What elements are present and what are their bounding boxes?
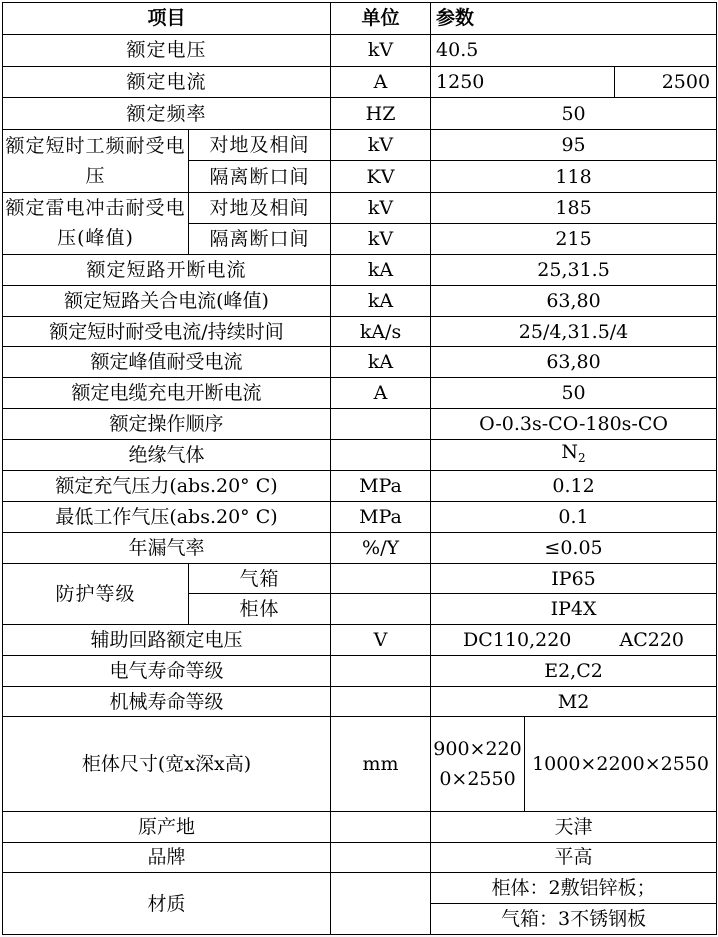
row-fill-pressure [3, 471, 717, 502]
row-material-1 [3, 873, 717, 904]
protection-unit1 [331, 563, 431, 594]
li-label: 额定雷电冲击耐受电压(峰值) [3, 192, 189, 255]
header-param: 参数 [431, 3, 717, 35]
size-value-a: 900×2200×2550 [431, 717, 525, 811]
row-origin [3, 811, 717, 842]
row-leak [3, 532, 717, 563]
current-unit: A [331, 66, 431, 98]
elec-life-label: 电气寿命等级 [3, 655, 331, 686]
row-peak [3, 347, 717, 378]
aux-unit: V [331, 625, 431, 656]
size-label: 柜体尺寸(宽x深x高) [3, 717, 331, 811]
pf-value1: 95 [431, 130, 717, 161]
protection-sub1: 气箱 [189, 563, 331, 594]
sc-break-label: 额定短路开断电流 [3, 255, 331, 286]
li-value1: 185 [431, 192, 717, 223]
origin-label: 原产地 [3, 811, 331, 842]
voltage-unit: kV [331, 34, 431, 66]
sc-make-value: 63,80 [431, 285, 717, 316]
pf-sub2: 隔离断口间 [189, 161, 331, 192]
freq-label: 额定频率 [3, 98, 331, 130]
row-aux [3, 625, 717, 656]
aux-label: 辅助回路额定电压 [3, 625, 331, 656]
peak-unit: kA [331, 347, 431, 378]
sequence-label: 额定操作顺序 [3, 408, 331, 439]
gas-value-sub: 2 [578, 451, 586, 466]
current-label: 额定电流 [3, 66, 331, 98]
size-unit: mm [331, 717, 431, 811]
mech-life-label: 机械寿命等级 [3, 686, 331, 717]
sc-make-label: 额定短路关合电流(峰值) [3, 285, 331, 316]
protection-value1: IP65 [431, 563, 717, 594]
material-value-1: 柜体：2敷铝锌板； [431, 873, 717, 904]
min-pressure-unit: MPa [331, 502, 431, 533]
gas-value [431, 439, 717, 471]
li-value2: 215 [431, 223, 717, 254]
aux-value [431, 625, 717, 656]
fill-pressure-label: 额定充气压力(abs.20° C) [3, 471, 331, 502]
short-time-unit: kA/s [331, 316, 431, 347]
row-freq [3, 98, 717, 130]
material-unit [331, 873, 431, 935]
protection-unit2 [331, 594, 431, 625]
cable-value: 50 [431, 378, 717, 409]
header-item: 项目 [3, 3, 331, 35]
pf-label: 额定短时工频耐受电压 [3, 130, 189, 193]
elec-life-value: E2,C2 [431, 655, 717, 686]
row-mech-life [3, 686, 717, 717]
peak-value: 63,80 [431, 347, 717, 378]
protection-value2: IP4X [431, 594, 717, 625]
fill-pressure-unit: MPa [331, 471, 431, 502]
row-current [3, 66, 717, 98]
sc-break-value: 25,31.5 [431, 255, 717, 286]
row-brand [3, 842, 717, 873]
row-size [3, 717, 717, 811]
origin-unit [331, 811, 431, 842]
leak-unit: %/Y [331, 532, 431, 563]
sc-break-unit: kA [331, 255, 431, 286]
spec-table [2, 2, 717, 935]
short-time-value: 25/4,31.5/4 [431, 316, 717, 347]
protection-label: 防护等级 [3, 563, 189, 625]
cable-label: 额定电缆充电开断电流 [3, 378, 331, 409]
voltage-label: 额定电压 [3, 34, 331, 66]
material-value-2: 气箱：3不锈钢板 [431, 904, 717, 935]
gas-value-main: N [561, 441, 579, 464]
current-value-b: 2500 [615, 66, 717, 98]
leak-value: ≤0.05 [431, 532, 717, 563]
aux-value-a: DC110,220 [463, 629, 572, 652]
aux-value-b: AC220 [619, 629, 685, 652]
row-min-pressure [3, 502, 717, 533]
row-li-1 [3, 192, 717, 223]
brand-value: 平高 [431, 842, 717, 873]
size-value-b: 1000×2200×2550 [525, 717, 717, 811]
min-pressure-label: 最低工作气压(abs.20° C) [3, 502, 331, 533]
row-pf-1 [3, 130, 717, 161]
row-elec-life [3, 655, 717, 686]
brand-label: 品牌 [3, 842, 331, 873]
leak-label: 年漏气率 [3, 532, 331, 563]
elec-life-unit [331, 655, 431, 686]
freq-value: 50 [431, 98, 717, 130]
row-sequence [3, 408, 717, 439]
gas-unit [331, 439, 431, 471]
li-unit2: kV [331, 223, 431, 254]
header-unit: 单位 [331, 3, 431, 35]
mech-life-unit [331, 686, 431, 717]
li-sub2: 隔离断口间 [189, 223, 331, 254]
row-sc-make [3, 285, 717, 316]
sc-make-unit: kA [331, 285, 431, 316]
cable-unit: A [331, 378, 431, 409]
pf-value2: 118 [431, 161, 717, 192]
row-protection-1 [3, 563, 717, 594]
current-value-a: 1250 [431, 66, 615, 98]
sequence-value: O-0.3s-CO-180s-CO [431, 408, 717, 439]
row-short-time [3, 316, 717, 347]
mech-life-value: M2 [431, 686, 717, 717]
material-label: 材质 [3, 873, 331, 935]
row-cable [3, 378, 717, 409]
peak-label: 额定峰值耐受电流 [3, 347, 331, 378]
brand-unit [331, 842, 431, 873]
li-unit1: kV [331, 192, 431, 223]
pf-sub1: 对地及相间 [189, 130, 331, 161]
li-sub1: 对地及相间 [189, 192, 331, 223]
pf-unit1: kV [331, 130, 431, 161]
voltage-value: 40.5 [431, 34, 717, 66]
pf-unit2: KV [331, 161, 431, 192]
min-pressure-value: 0.1 [431, 502, 717, 533]
row-voltage [3, 34, 717, 66]
origin-value: 天津 [431, 811, 717, 842]
short-time-label: 额定短时耐受电流/持续时间 [3, 316, 331, 347]
row-gas [3, 439, 717, 471]
gas-label: 绝缘气体 [3, 439, 331, 471]
protection-sub2: 柜体 [189, 594, 331, 625]
freq-unit: HZ [331, 98, 431, 130]
header-row [3, 3, 717, 35]
fill-pressure-value: 0.12 [431, 471, 717, 502]
row-sc-break [3, 255, 717, 286]
sequence-unit [331, 408, 431, 439]
